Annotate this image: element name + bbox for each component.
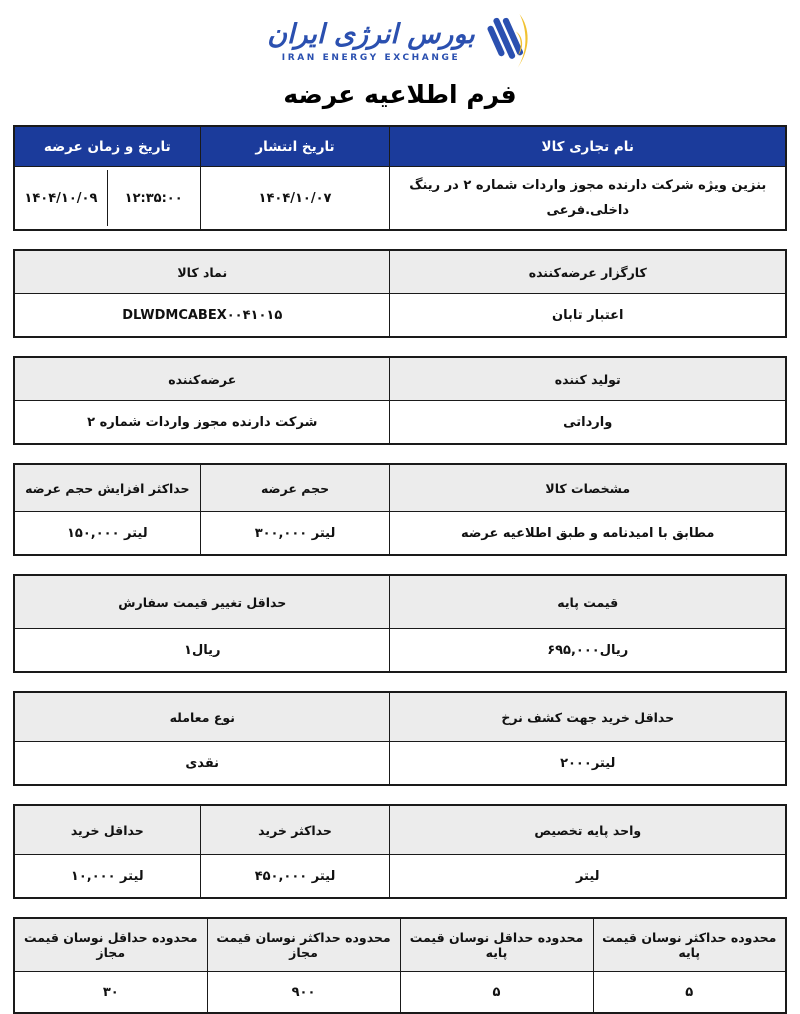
value-allocation-purchase: لیتر ۱۰,۰۰۰ xyxy=(14,855,200,899)
value-broker-symbol: اعتبار تابان xyxy=(390,294,786,338)
value-fluctuation-ranges: ۹۰۰ xyxy=(207,972,400,1014)
header-producer-supplier: تولید کننده xyxy=(390,357,786,401)
value-specs-volume: مطابق با امیدنامه و طبق اطلاعیه عرضه xyxy=(390,512,786,556)
table-producer-supplier xyxy=(13,356,787,445)
value-offer-info xyxy=(14,167,200,231)
header-broker-symbol: نماد کالا xyxy=(14,250,390,294)
logo-text-block xyxy=(267,17,475,63)
table-min-purchase-type xyxy=(13,691,787,786)
value-base-price: ریال۶۹۵,۰۰۰ xyxy=(390,629,786,673)
iranex-logo xyxy=(13,0,787,72)
header-offer-info: تاریخ و زمان عرضه xyxy=(14,126,200,167)
header-specs-volume: حداکثر افزایش حجم عرضه xyxy=(14,464,200,512)
value-broker-symbol: DLWDMCABEX۰۰۴۱۰۱۵ xyxy=(14,294,390,338)
header-fluctuation-ranges: محدوده حداکثر نوسان قیمت پایه xyxy=(593,918,786,972)
value-allocation-purchase: لیتر ۴۵۰,۰۰۰ xyxy=(200,855,390,899)
header-allocation-purchase: حداکثر خرید xyxy=(200,805,390,855)
header-base-price: حداقل تغییر قیمت سفارش xyxy=(14,575,390,629)
value-producer-supplier: شرکت دارنده مجوز واردات شماره ۲ xyxy=(14,401,390,445)
header-min-purchase-type: حداقل خرید جهت کشف نرخ xyxy=(390,692,786,742)
value-min-purchase-type: نقدی xyxy=(14,742,390,786)
value-offer-info: بنزین ویژه شرکت دارنده مجوز واردات شماره ۲ در رینگ داخلی.فرعی xyxy=(390,167,786,231)
table-offer-info xyxy=(13,125,787,231)
iranex-logo-emblem xyxy=(487,8,533,72)
logo-title-english: IRAN ENERGY EXCHANGE xyxy=(281,53,461,64)
tables-container xyxy=(13,125,787,1014)
table-broker-symbol xyxy=(13,249,787,338)
header-fluctuation-ranges: محدوده حداقل نوسان قیمت پایه xyxy=(400,918,593,972)
value-base-price: ریال۱ xyxy=(14,629,390,673)
logo-title-persian: بورس انرژی ایران xyxy=(267,18,475,50)
value-offer-info: ۱۴۰۴/۱۰/۰۷ xyxy=(200,167,390,231)
header-base-price: قیمت پایه xyxy=(390,575,786,629)
value-min-purchase-type: لیتر۲۰۰۰ xyxy=(390,742,786,786)
header-specs-volume: مشخصات کالا xyxy=(390,464,786,512)
header-allocation-purchase: حداقل خرید xyxy=(14,805,200,855)
header-broker-symbol: کارگزار عرضه‌کننده xyxy=(390,250,786,294)
value-fluctuation-ranges: ۵ xyxy=(593,972,786,1014)
header-offer-info: تاریخ انتشار xyxy=(200,126,390,167)
sub-value-offer-info: ۱۴۰۴/۱۰/۰۹ xyxy=(24,190,98,206)
header-offer-info: نام تجاری کالا xyxy=(390,126,786,167)
page-title: فرم اطلاعیه عرضه xyxy=(283,80,517,109)
header-producer-supplier: عرضه‌کننده xyxy=(14,357,390,401)
header-fluctuation-ranges: محدوده حداقل نوسان قیمت مجاز xyxy=(14,918,207,972)
value-specs-volume: لیتر ۱۵۰,۰۰۰ xyxy=(14,512,200,556)
table-fluctuation-ranges xyxy=(13,917,787,1014)
value-fluctuation-ranges: ۵ xyxy=(400,972,593,1014)
header-min-purchase-type: نوع معامله xyxy=(14,692,390,742)
table-allocation-purchase xyxy=(13,804,787,899)
value-specs-volume: لیتر ۳۰۰,۰۰۰ xyxy=(200,512,390,556)
value-fluctuation-ranges: ۳۰ xyxy=(14,972,207,1014)
value-producer-supplier: وارداتی xyxy=(390,401,786,445)
header-allocation-purchase: واحد پایه تخصیص xyxy=(390,805,786,855)
header-specs-volume: حجم عرضه xyxy=(200,464,390,512)
table-specs-volume xyxy=(13,463,787,556)
value-allocation-purchase: لیتر xyxy=(390,855,786,899)
header-fluctuation-ranges: محدوده حداکثر نوسان قیمت مجاز xyxy=(207,918,400,972)
table-base-price xyxy=(13,574,787,673)
sub-value-offer-info: ۱۲:۳۵:۰۰ xyxy=(107,170,200,226)
